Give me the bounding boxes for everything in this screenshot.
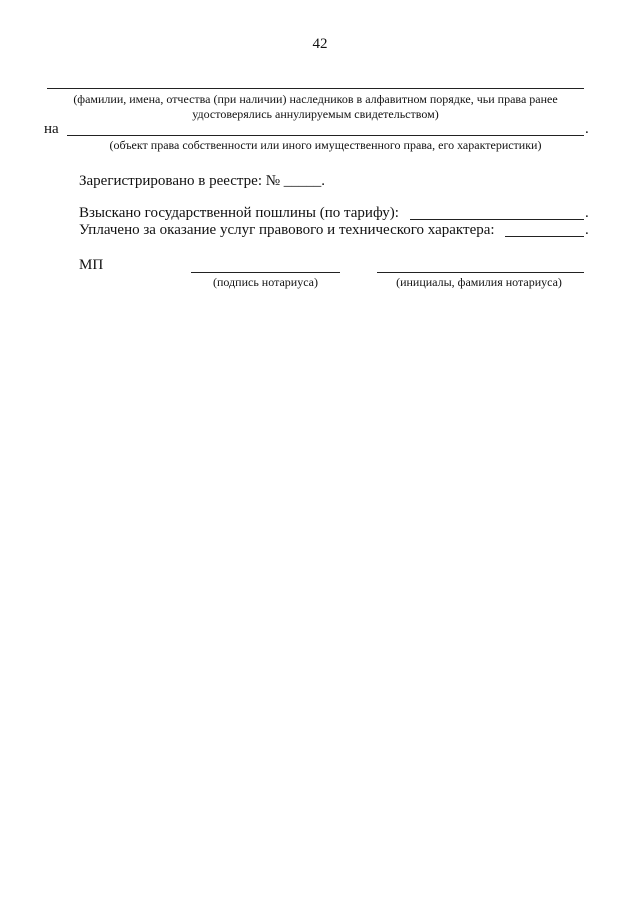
object-end-mark: . [585, 121, 589, 137]
heirs-caption-line-2: удостоверялись аннулируемым свидетельством) [192, 107, 439, 121]
heirs-caption-line-1: (фамилии, имена, отчества (при наличии) наследников в алфавитном порядке, чьи права ранее [73, 92, 558, 106]
services-fee-label: Уплачено за оказание услуг правового и технического характера: [79, 222, 495, 238]
stamp-label: МП [79, 257, 104, 273]
notary-name-line [377, 272, 584, 273]
services-fee-line [505, 236, 584, 237]
object-line [67, 135, 584, 136]
object-prefix: на [44, 121, 59, 137]
state-duty-line [410, 219, 584, 220]
heirs-names-line [47, 88, 584, 89]
notary-name-caption: (инициалы, фамилия нотариуса) [396, 275, 562, 289]
notary-signature-line [191, 272, 340, 273]
registry-text: Зарегистрировано в реестре: № _____. [79, 173, 326, 189]
page-number: 42 [312, 36, 328, 52]
state-duty-end-mark: . [585, 205, 589, 221]
notary-signature-caption: (подпись нотариуса) [212, 275, 319, 289]
object-caption: (объект права собственности или иного имущественного права, его характеристики) [109, 138, 542, 152]
state-duty-label: Взыскано государственной пошлины (по тарифу): [79, 205, 399, 221]
services-fee-end-mark: . [585, 222, 589, 238]
